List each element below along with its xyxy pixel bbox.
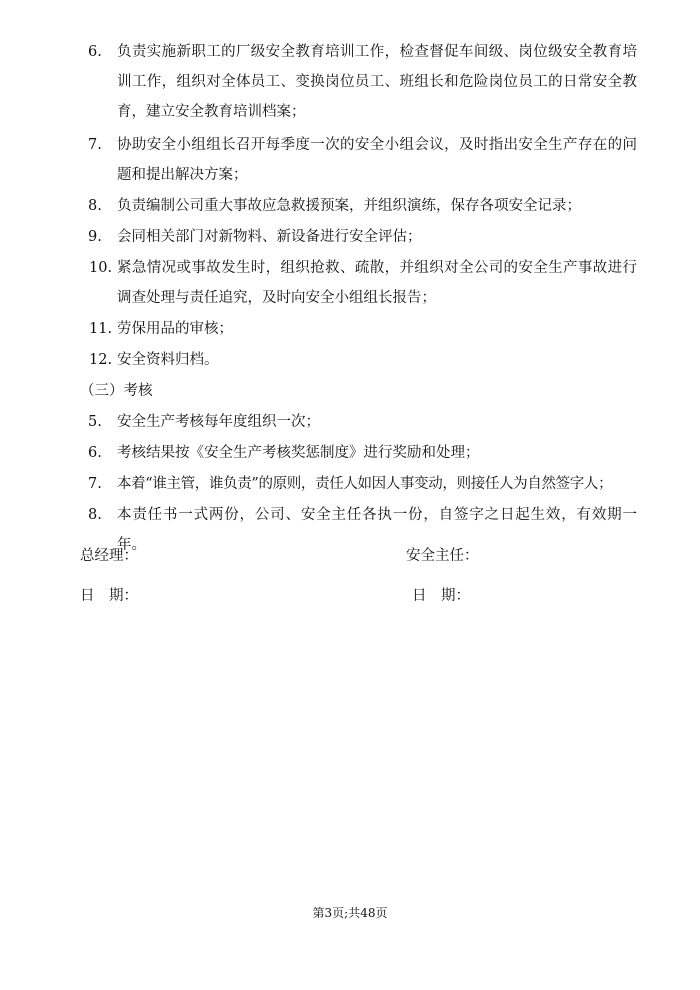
item-text: 安全生产考核每年度组织一次； bbox=[117, 414, 320, 430]
item-number: 6. bbox=[88, 44, 102, 60]
item-number: 11. bbox=[89, 321, 113, 337]
page-footer: 第3页;共48页 bbox=[312, 906, 388, 920]
item-number: 7. bbox=[88, 137, 102, 153]
section-heading: （三）考核 bbox=[80, 383, 153, 399]
item-number: 9. bbox=[88, 229, 102, 245]
item-text: 安全资料归档。 bbox=[117, 352, 219, 368]
safety-director-label: 安全主任： bbox=[406, 548, 479, 564]
item-text: 负责实施新职工的厂级安全教育培训工作，检查督促车间级、岗位级安全教育培训工作，组织对全体员工、变换岗位员工、班组长和危险岗位员工的日常安全教育，建立安全教育培训档案； bbox=[117, 44, 637, 120]
item-text: 劳保用品的审核； bbox=[117, 321, 233, 337]
item-text: 本着“谁主管，谁负责”的原则，责任人如因人事变动，则接任人为自然签字人； bbox=[117, 476, 613, 492]
item-text: 会同相关部门对新物料、新设备进行安全评估； bbox=[117, 229, 422, 245]
item-text: 负责编制公司重大事故应急救援预案，并组织演练，保存各项安全记录； bbox=[117, 198, 581, 214]
item-text: 协助安全小组组长召开每季度一次的安全小组会议，及时指出安全生产存在的问题和提出解决方案； bbox=[117, 137, 637, 183]
item-number: 8. bbox=[88, 507, 102, 523]
item-number: 10. bbox=[89, 260, 113, 276]
item-number: 5. bbox=[88, 414, 102, 430]
item-number: 8. bbox=[88, 198, 102, 214]
item-number: 12. bbox=[89, 352, 113, 368]
general-manager-label: 总经理： bbox=[80, 548, 138, 564]
item-number: 6. bbox=[88, 445, 102, 461]
date-label-left: 日 期： bbox=[80, 588, 138, 604]
item-number: 7. bbox=[88, 476, 102, 492]
item-text: 本责任书一式两份，公司、安全主任各执一份，自签字之日起生效，有效期一年。 bbox=[117, 507, 637, 553]
date-label-right: 日 期： bbox=[412, 588, 470, 604]
item-text: 考核结果按《安全生产考核奖惩制度》进行奖励和处理； bbox=[117, 445, 480, 461]
item-text: 紧急情况或事故发生时，组织抢救、疏散，并组织对全公司的安全生产事故进行调查处理与责任追究，及时向安全小组组长报告； bbox=[117, 260, 637, 306]
